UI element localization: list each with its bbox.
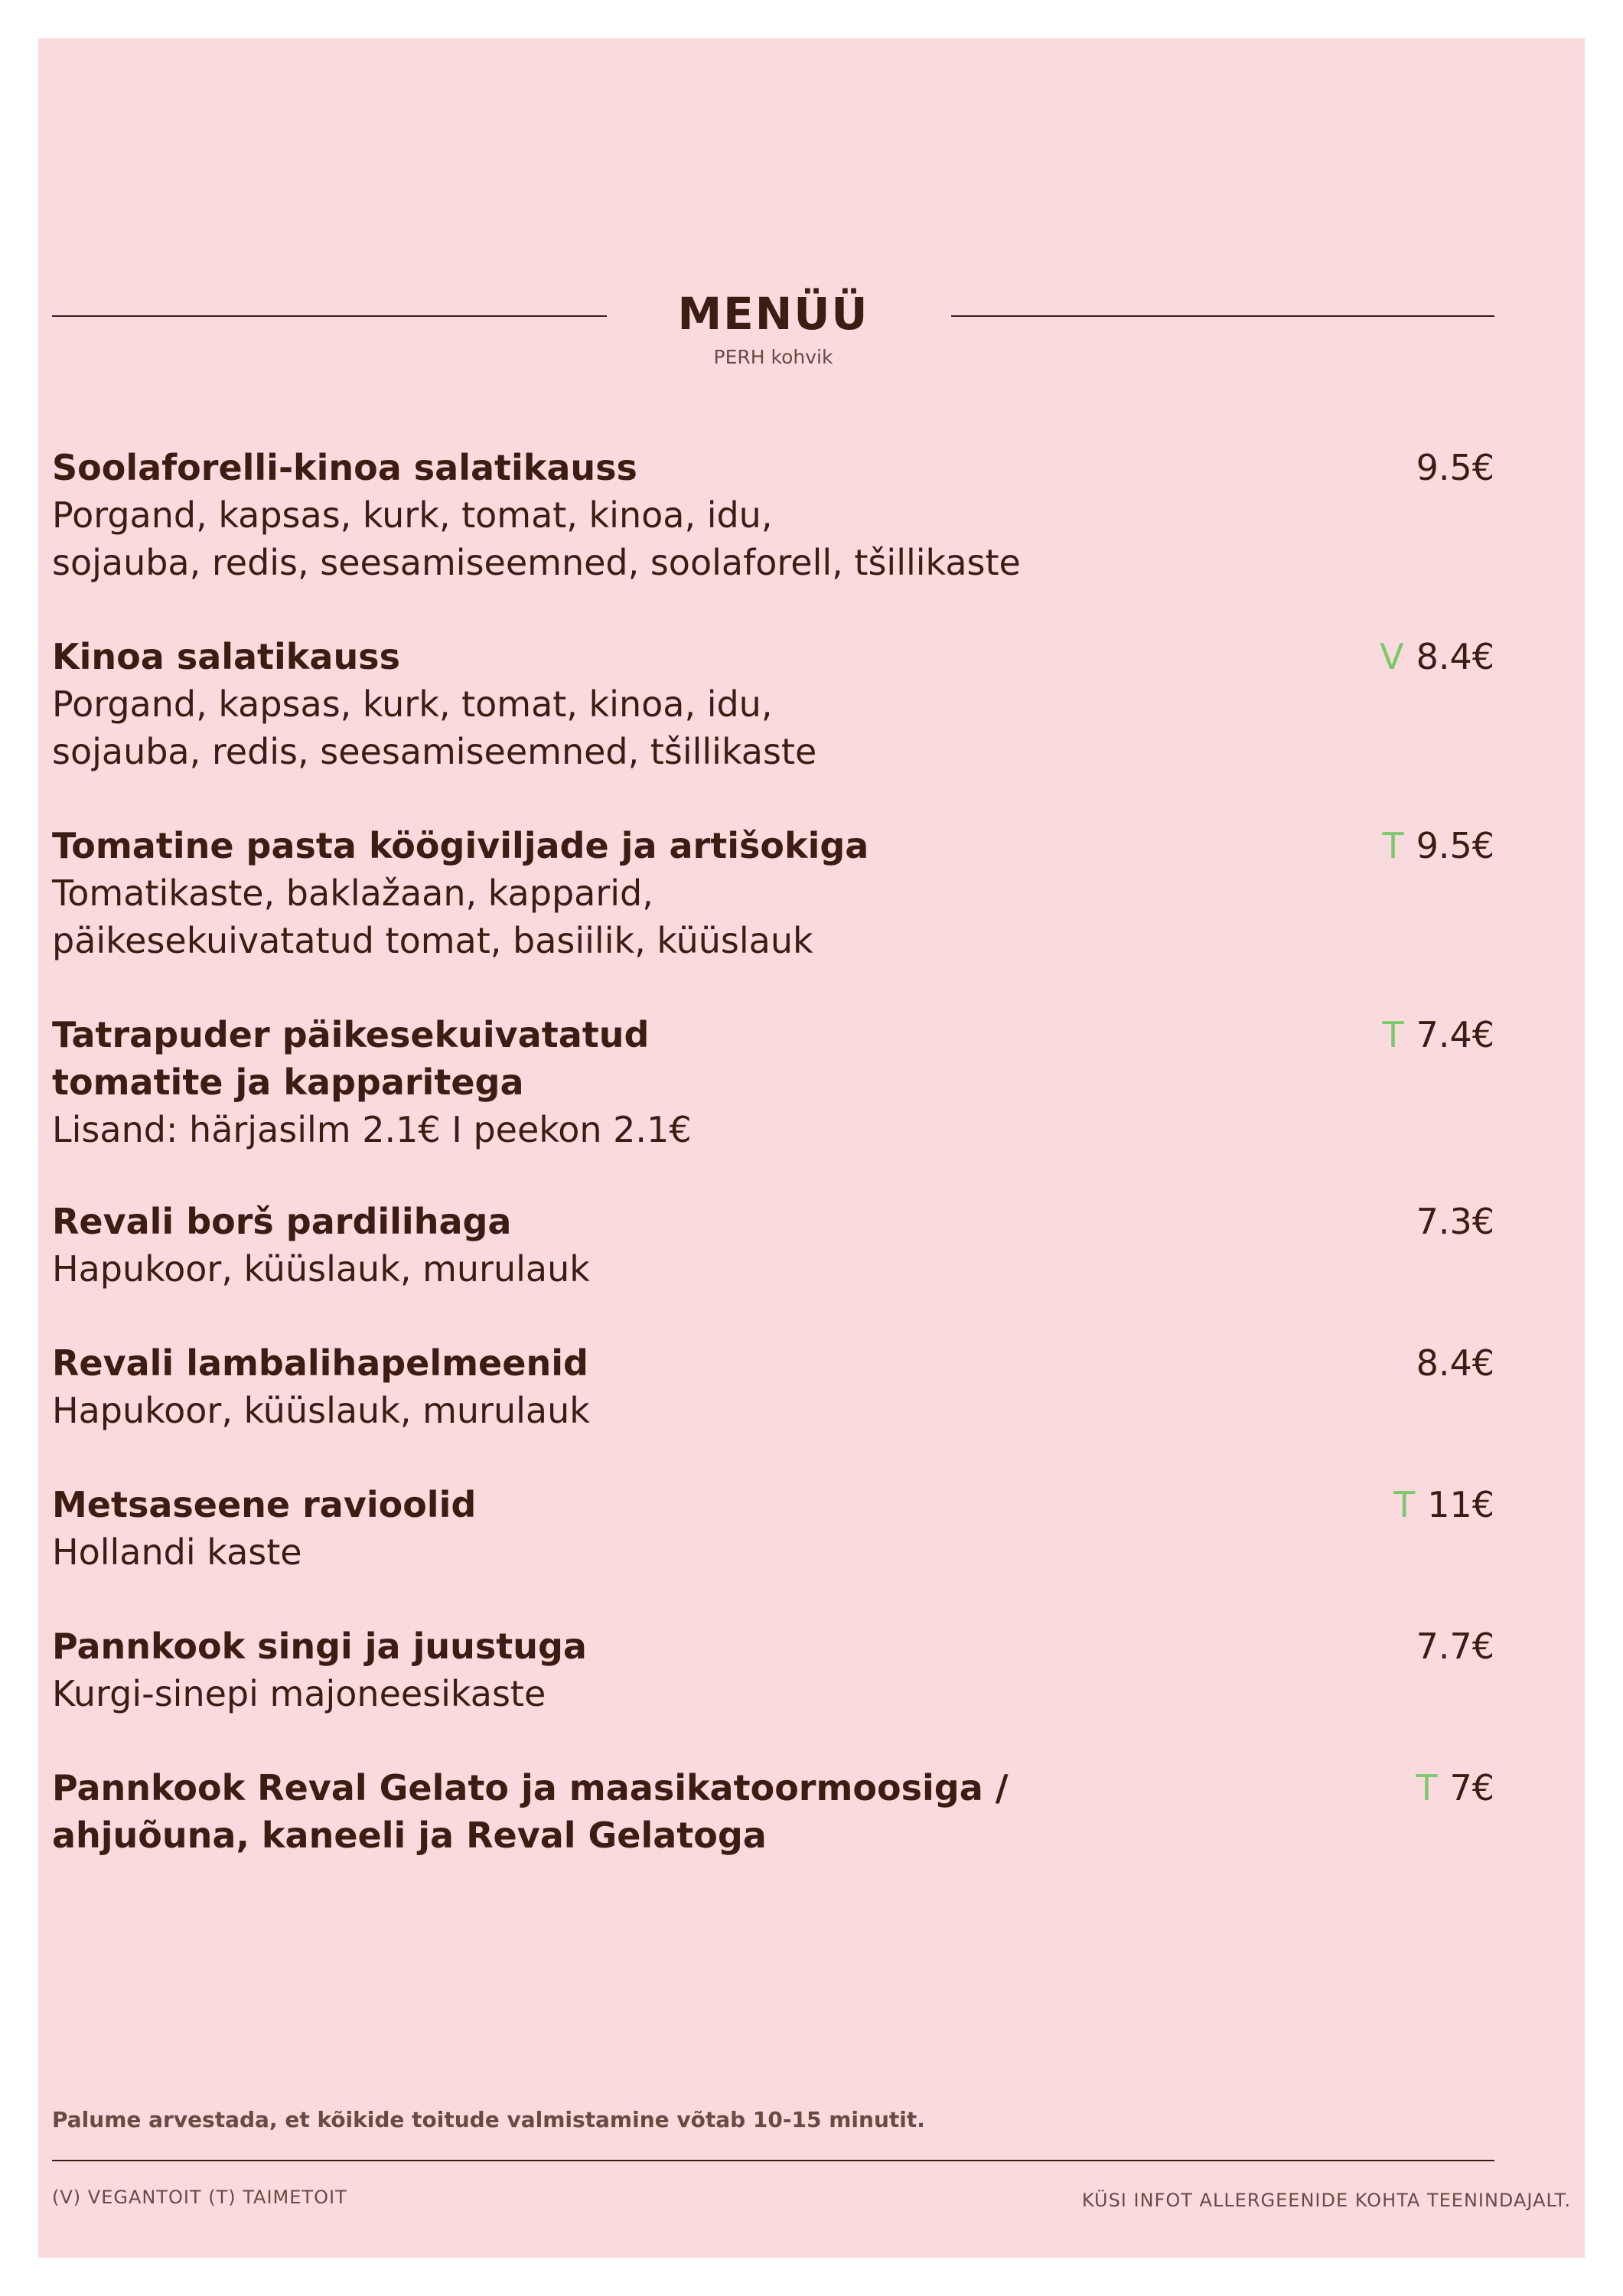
item-price-row <box>1404 1623 1494 1670</box>
item-name: Kinoa salatikauss <box>52 636 400 677</box>
menu-item <box>52 1481 1494 1576</box>
item-description: Hapukoor, küüslauk, murulauk <box>52 1248 590 1290</box>
diet-legend: (V) VEGANTOIT (T) TAIMETOIT <box>52 2187 347 2208</box>
diet-tag: T <box>1382 825 1404 866</box>
menu-item <box>52 1198 1494 1293</box>
diet-tag: V <box>1380 636 1404 677</box>
item-description: Kurgi-sinepi majoneesikaste <box>52 1673 546 1714</box>
item-name: Tatrapuder päikesekuivatatud tomatite ja kapparitega <box>52 1014 650 1103</box>
footer-rule <box>52 2160 1494 2161</box>
item-price: 7€ <box>1449 1767 1494 1808</box>
item-price-row <box>1404 1339 1494 1387</box>
item-description: Porgand, kapsas, kurk, tomat, kinoa, idu, sojauba, redis, seesamiseemned, tšillikaste <box>52 683 817 772</box>
item-price-row <box>1416 1764 1494 1812</box>
item-price-row <box>1382 822 1494 869</box>
item-price-row <box>1380 633 1494 680</box>
item-description: Lisand: härjasilm 2.1€ I peekon 2.1€ <box>52 1109 692 1150</box>
allergen-info: KÜSI INFOT ALLERGEENIDE KOHTA TEENINDAJALT. <box>1081 2190 1571 2211</box>
menu-title: MENÜÜ <box>677 288 869 340</box>
diet-tag: T <box>1416 1767 1438 1808</box>
item-name: Pannkook Reval Gelato ja maasikatoormoosiga / ahjuõuna, kaneeli ja Reval Gelatoga <box>52 1767 1009 1856</box>
item-price-row <box>1382 1011 1494 1058</box>
item-name: Revali lambalihapelmeenid <box>52 1342 588 1384</box>
item-price: 9.5€ <box>1416 825 1494 866</box>
menu-item <box>52 633 1494 775</box>
menu-item <box>52 822 1494 964</box>
item-price-row <box>1404 444 1494 491</box>
item-description: Hapukoor, küüslauk, murulauk <box>52 1390 590 1431</box>
preparation-note: Palume arvestada, et kõikide toitude valmistamine võtab 10-15 minutit. <box>52 2107 925 2132</box>
item-price-row <box>1393 1481 1494 1528</box>
menu-subtitle: PERH kohvik <box>713 346 833 368</box>
item-name: Soolaforelli-kinoa salatikauss <box>52 447 637 488</box>
menu-item <box>52 1623 1494 1717</box>
item-price: 8.4€ <box>1416 636 1494 677</box>
item-price: 11€ <box>1427 1484 1494 1525</box>
item-price: 7.7€ <box>1416 1626 1494 1667</box>
item-price: 9.5€ <box>1416 447 1494 488</box>
item-name: Metsaseene ravioolid <box>52 1484 477 1525</box>
menu-item <box>52 444 1494 586</box>
item-description: Hollandi kaste <box>52 1531 302 1573</box>
menu-item <box>52 1011 1494 1153</box>
item-name: Revali borš pardilihaga <box>52 1201 512 1242</box>
menu-item <box>52 1339 1494 1434</box>
diet-tag: T <box>1393 1484 1416 1525</box>
menu-item <box>52 1764 1494 1859</box>
menu-header <box>52 283 1494 375</box>
item-price: 7.3€ <box>1416 1201 1494 1242</box>
item-price: 8.4€ <box>1416 1342 1494 1384</box>
item-price-row <box>1404 1198 1494 1245</box>
diet-tag: T <box>1382 1014 1404 1055</box>
item-description: Tomatikaste, baklažaan, kapparid, päikesekuivatatud tomat, basiilik, küüslauk <box>52 872 813 961</box>
item-description: Porgand, kapsas, kurk, tomat, kinoa, idu, sojauba, redis, seesamiseemned, soolaforell, tšillikaste <box>52 494 1021 583</box>
item-price: 7.4€ <box>1416 1014 1494 1055</box>
item-name: Pannkook singi ja juustuga <box>52 1626 587 1667</box>
item-name: Tomatine pasta köögiviljade ja artišokiga <box>52 825 869 866</box>
